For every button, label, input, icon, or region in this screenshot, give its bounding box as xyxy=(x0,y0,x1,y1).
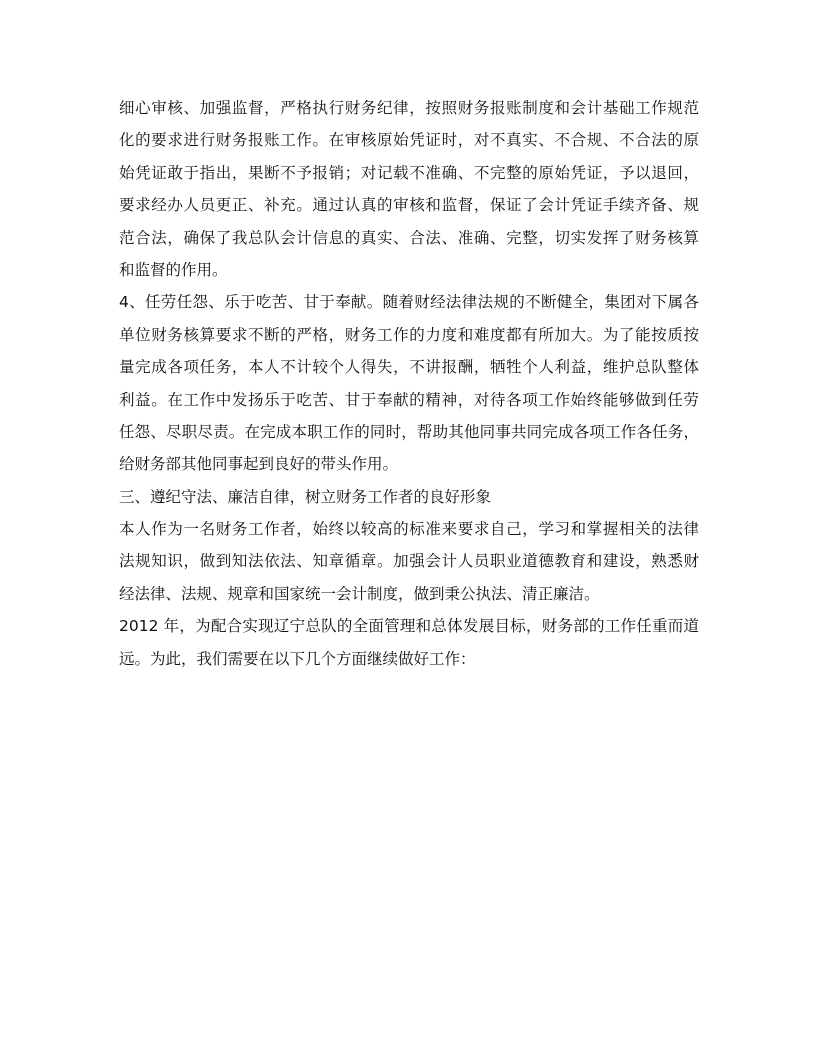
text-line: 经法律、法规、规章和国家统一会计制度，做到秉公执法、清正廉洁。 xyxy=(119,584,600,603)
text-line: 4、任劳任怨、乐于吃苦、甘于奉献。随着财经法律法规的不断健全，集团对下属各 xyxy=(119,293,699,312)
text-line: 和监督的作用。 xyxy=(119,260,228,279)
text-line: 给财务部其他同事起到良好的带头作用。 xyxy=(119,455,399,474)
text-line: 利益。在工作中发扬乐于吃苦、甘于奉献的精神，对待各项工作始终能够做到任劳 xyxy=(119,390,699,409)
text-line: 要求经办人员更正、补充。通过认真的审核和监督，保证了会计凭证手续齐备、规 xyxy=(119,196,699,215)
text-line: 始凭证敢于指出，果断不予报销；对记载不准确、不完整的原始凭证，予以退回， xyxy=(119,163,699,182)
text-line: 任怨、尽职尽责。在完成本职工作的同时，帮助其他同事共同完成各项工作各任务， xyxy=(119,422,699,441)
section-heading: 三、遵纪守法、廉洁自律，树立财务工作者的良好形象 xyxy=(119,487,492,506)
text-line: 化的要求进行财务报账工作。在审核原始凭证时，对不真实、不合规、不合法的原 xyxy=(119,131,699,150)
text-line: 量完成各项任务，本人不计较个人得失，不讲报酬，牺牲个人利益，维护总队整体 xyxy=(119,358,699,377)
document-body xyxy=(119,92,699,675)
text-line: 范合法，确保了我总队会计信息的真实、合法、准确、完整，切实发挥了财务核算 xyxy=(119,228,699,247)
text-line: 远。为此，我们需要在以下几个方面继续做好工作： xyxy=(119,649,476,668)
text-line: 单位财务核算要求不断的严格，财务工作的力度和难度都有所加大。为了能按质按 xyxy=(119,325,699,344)
text-line: 法规知识，做到知法依法、知章循章。加强会计人员职业道德教育和建设，熟悉财 xyxy=(119,552,699,571)
text-line: 细心审核、加强监督，严格执行财务纪律，按照财务报账制度和会计基础工作规范 xyxy=(119,99,699,117)
text-line: 2012 年，为配合实现辽宁总队的全面管理和总体发展目标，财务部的工作任重而道 xyxy=(119,617,699,636)
text-line: 本人作为一名财务工作者，始终以较高的标准来要求自己，学习和掌握相关的法律 xyxy=(119,520,699,539)
